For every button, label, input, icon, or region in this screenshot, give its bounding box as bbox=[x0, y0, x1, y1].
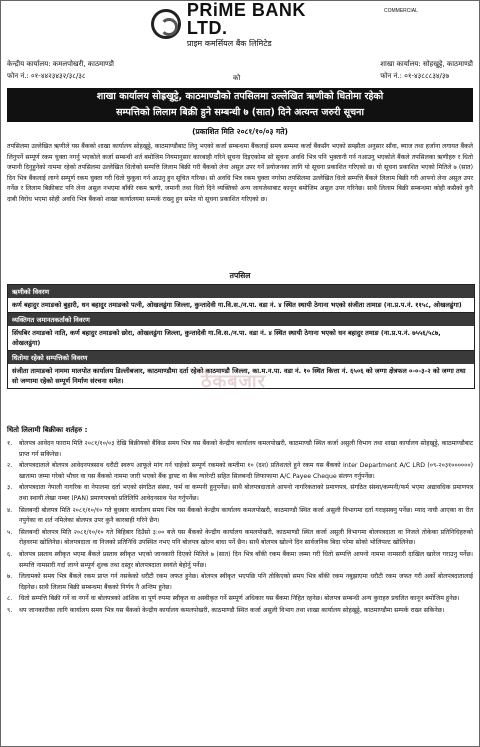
branch-office-phone: फोन नं.: ०१-४३८८८३४/३७ bbox=[380, 72, 450, 80]
borrower-header: ऋणीको विवरण bbox=[8, 285, 474, 298]
branch-office-location: शाखा कार्यालय: सोहखुट्टे, काठमाण्डौ bbox=[380, 60, 473, 68]
collateral-header: धितोमा रहेको सम्पत्तिको विवरण bbox=[8, 351, 474, 364]
bank-name-tag: COMMERCIAL bbox=[384, 8, 418, 14]
bank-logo bbox=[151, 0, 418, 48]
reference-marker: को bbox=[233, 74, 241, 82]
prime-bank-logo-icon bbox=[151, 9, 181, 39]
bank-name: PRiME BANK LTD. bbox=[186, 0, 306, 38]
head-office-phone: फोन नं.: ०१-४४२३४३२/३८/३८ bbox=[7, 72, 86, 80]
condition-item: ६. बोलपत्र प्रस्ताव स्वीकृत भएमा बैंकले प्रस्ताव स्वीकृत भएको जानकारी दिएको मितिले ७ (सात) दिन भित्र बाँकी रकम बैंकमा जम्मा गरी धितो सम्पत्ति आफ्नो नाममा नामसारी दाखिल खारेज गराउनु पर्नेछ। सम्पत्ति नामसारी गर्दा लाग्ने सम्पूर्ण शुल्क तथा दस्तुर बोलपत्रदाता स्वयंले बेहोर्नु पर्नेछ। bbox=[7, 550, 473, 569]
publish-date: (प्रकाशित मिति २०८१/१०/०३ गते) bbox=[192, 127, 288, 136]
condition-item: १. बोलपत्र आवेदन फाराम मिति २०८१/१०/०३ देखि बिक्रीयको बैंकिङ समय भित्र यस बैंकको केन्द्रीय कार्यालय कमलपोखरी, काठमाण्डौ स्थित कर्जा असुली विभाग तथा शाखा कार्यालय सोहखुट्टे, काठमाण्डौबाट प्राप्त गर्न सकिनेछ। bbox=[7, 440, 473, 458]
condition-item: ९. थप जानकारीका लागि कार्यालय समय भित्र यस बैंकको केन्द्रीय कार्यालय कमलपोखरी, काठमाण्डौ स्थित कर्जा असुली विभाग तथा शाखा कार्यालय सोहखुट्टे, काठमाण्डौमा सम्पर्क राख्न सकिनेछ। bbox=[7, 606, 445, 614]
notice-title-banner bbox=[7, 88, 473, 122]
bank-name-nepali: प्राइम कमर्सियल बैंक लिमिटेड bbox=[186, 38, 272, 48]
condition-item: ३. बोलपत्रदाता नेपाली नागरिक वा नेपालमा दर्ता भएको संगठित संस्था, फर्म वा कम्पनी हुनुपर्नेछ। साथै बोलपत्रदाताले आफ्नो नागरिकताको प्रमाणपत्र, संगठित संस्था/कम्पनी/फर्म भएमा अद्यावधिक प्रमाणपत्र तथा स्थायी लेखा नम्बर (PAN) प्रमाणपत्रको प्रतिलिपि आवेदनसाथ पेश गर्नुपर्नेछ। bbox=[7, 484, 473, 502]
condition-item: ४. सिलबन्दी बोलपत्र मिति २०८१/१०/१० गते बुधबार कार्यालय समय भित्र यस बैंकको केन्द्रीय कार्यालय कमलपोखरी, काठमाण्डौ स्थित कर्जा असुली विभागमा दर्ता गराइसक्नु पर्नेछ। म्याद नाघी आएका वा रीत नपुगेका वा शर्त नमिलेका बोलपत्र उपर कुनै कारबाही गरिने छैन। bbox=[7, 506, 473, 525]
notice-body: तपसिलमा उल्लेखित ऋणीले यस बैंकको शाखा कार्यालय सोहखुट्टे, काठमाण्डौबाट लिनु भएको कर्जा सम्बन्धमा बैंकलाई समय सम्ममा कर्जा बैंकसँग भएको सम्झौता अनुसार साँवा, ब्याज तथा हर्जाना लगायत बैंकले लिनुपर्ने सम्पूर्ण रकम चुक्ता नगर्नु भएकोले कर्जा सम्बन्धी शर्त बमोजिम नियमानुसार कारबाही गरिने सूचना दिइएकोमा सो सूचना अवधि भित्र पनि भुक्तानी गर्न नआउनु भएकोले बैंकले तपसिलका ऋणीहरु र धितो जमानी दिनुहुनेको नाममा रहेको तपसिलमा उल्लेखित धितोको सम्पत्ति लिलाम बिक्री गरी बैंकको लेना असुल उपर गर्ने प्रयोजनका लागि यो सूचना प्रकाशित गरिएको छ। यो सूचना प्रकाशित भएको मितिले ७ (सात) दिन भित्र बैंकलाई लाग्ने सम्पूर्ण रकम चुक्ता गरी धितो फुकुवा गर्न आउनु हुन सूचित गरिन्छ। सो अवधि भित्र रकम चुक्ता नगरेमा तपसिलमा उल्लेखित धितो सम्पत्ति बैंकले लिलाम बिक्री गरी आफ्नो लेना असुल उपर गर्नेछ र लिलाम बिक्रीबाट पनि लेना असुल नभएमा बाँकी रकम ऋणी, जमानी तथा धितो दिने व्यक्तिको अन्य जायजेथाबाट कानून बमोजिम असुल उपर गरिनेछ। साथै लिलाम बिक्री सम्बन्धमा कोही कसैको कुनै दाबी विरोध भएमा सोही अवधि भित्र बैंकको शाखा कार्यालयमा सम्पर्क राख्नु हुन समेत यो सूचना प्रकाशित गरिएको छ। bbox=[7, 143, 473, 203]
borrower-detail: कर्ण बहादुर तमाङको बुहारी, धन बहादुर तमाङको पत्नी, ओखलढुंगा जिल्ला, कुन्तादेवी गा.वि.स./न.पा. वडा नं. ४ स्थित स्थायी ठेगाना भएको संजीता तामाङ (ना.प्र.प.नं. ११५८, ओखलढुंगा) bbox=[8, 298, 474, 313]
watermark: ठेकबजार bbox=[201, 371, 266, 392]
head-office-address bbox=[7, 58, 114, 82]
condition-item: २. बोलपत्रदाताले बोलपत्र आवेदनपत्रसाथ धरौटी स्वरुप आफूले मांग गर्न चाहेको सम्पूर्ण रकमको कम्तीमा १० (दश) प्रतिशतले हुने रकम यस बैंकको Inter Department A/C LRD (०९-२०३१००००००) खातामा जम्मा गरेको भौचर वा यस बैंकको नाममा जारी भएको बैंक ड्राफ्ट वा बैंक ग्यारेन्टी सहित सिलबन्दी लिफाफामा A/C Payee Cheque संलग्न गर्नुपर्नेछ। bbox=[7, 462, 473, 480]
collateral-detail: संजीता तामाङको नाममा मालपोत कार्यालय डिल्लीबजार, काठमाण्डौमा दर्ता रहेको काठमाण्डौ जिल्ला, का.म.न.पा. वडा नं. १० स्थित कित्ता नं. ६५०६ को जग्गा क्षेत्रफल ०-०-३-२ को जग्गा तथा सो जग्गामा रहेको सम्पूर्ण निर्माण संरचना समेत। bbox=[12, 367, 466, 385]
head-office-location: केन्द्रीय कार्यालय: कमलपोखरी, काठमाण्डौ bbox=[7, 60, 114, 68]
condition-item: ५. सिलबन्दी बोलपत्र मिति २०८१/१०/१० गते बिहिबार दिउँसो ३:०० बजे यस बैंकको केन्द्रीय कार्यालय कमलपोखरी, काठमाण्डौ स्थित कर्जा असुली विभागमा बोलपत्रदाता वा निजले तोकेका प्रतिनिधिहरुको रोहवरमा खोलिनेछ। बोलपत्रदाता वा निजको प्रतिनिधि उपस्थित नभए पनि बोलपत्र खोल्न बाधा पर्ने छैन। साथै बोलपत्र खोल्ने दिन सार्वजनिक बिदा परेमा सोको भोलिपल्ट खोलिनेछ। bbox=[7, 528, 473, 547]
condition-item: ७. लिलामको समय भित्र बैंकले रकम प्राप्त गर्न नसकेको धरौटी रकम जफत हुनेछ। बोलपत्र स्वीकृत भएपछि पनि तोकिएको समय भित्र बाँकी रकम नबुझाएमा धरौटी रकम जफत गरी अर्को बोलपत्रदातालाई दिइनेछ। साथै लिलाम बिक्री सम्बन्धमा बैंकको निर्णय नै अन्तिम हुनेछ। bbox=[7, 573, 473, 591]
banner-line-1: शाखा कार्यालय सोह्रखुट्टे, काठमाण्डौको तपसिलमा उल्लेखित ऋणीको धितोमा रहेको bbox=[96, 91, 384, 102]
guarantor-header: व्यक्तिगत जमानतकर्ताको विवरण bbox=[8, 313, 474, 326]
conditions-title: धितो लिलामी बिक्रीका शर्तहरु : bbox=[7, 426, 88, 434]
banner-line-2: सम्पत्तिको लिलाम बिक्री हुने सम्बन्धी ७ (सात) दिने अत्यन्त जरुरी सूचना bbox=[116, 107, 364, 118]
schedule-title: तपसिल bbox=[229, 271, 251, 280]
guarantor-detail: सिंघबिर तमाङको नाति, कर्ण बहादुर तमाङको छोरा, ओखलढुंगा जिल्ला, कुन्तादेवी गा.वि.स./न.पा. वडा नं. ४ स्थित स्थायी ठेगाना भएको धन बहादुर तमाङ (ना.प्र.प.नं. ७५५६/५८७, ओखलढुंगा) bbox=[8, 326, 474, 351]
condition-item: ८. धितो सम्पत्ति बिक्री गर्ने वा नगर्ने वा बोलपत्रको आंशिक वा पूर्ण रुपमा स्वीकृत वा अस्वीकृत गर्ने सम्पूर्ण अधिकार यस बैंकमा निहित रहनेछ। बोलपत्र सम्बन्धी अन्य कुराहरु प्रचलित कानून बमोजिम हुनेछ। bbox=[7, 595, 460, 603]
conditions-list bbox=[7, 439, 473, 618]
branch-office-address bbox=[380, 58, 473, 82]
